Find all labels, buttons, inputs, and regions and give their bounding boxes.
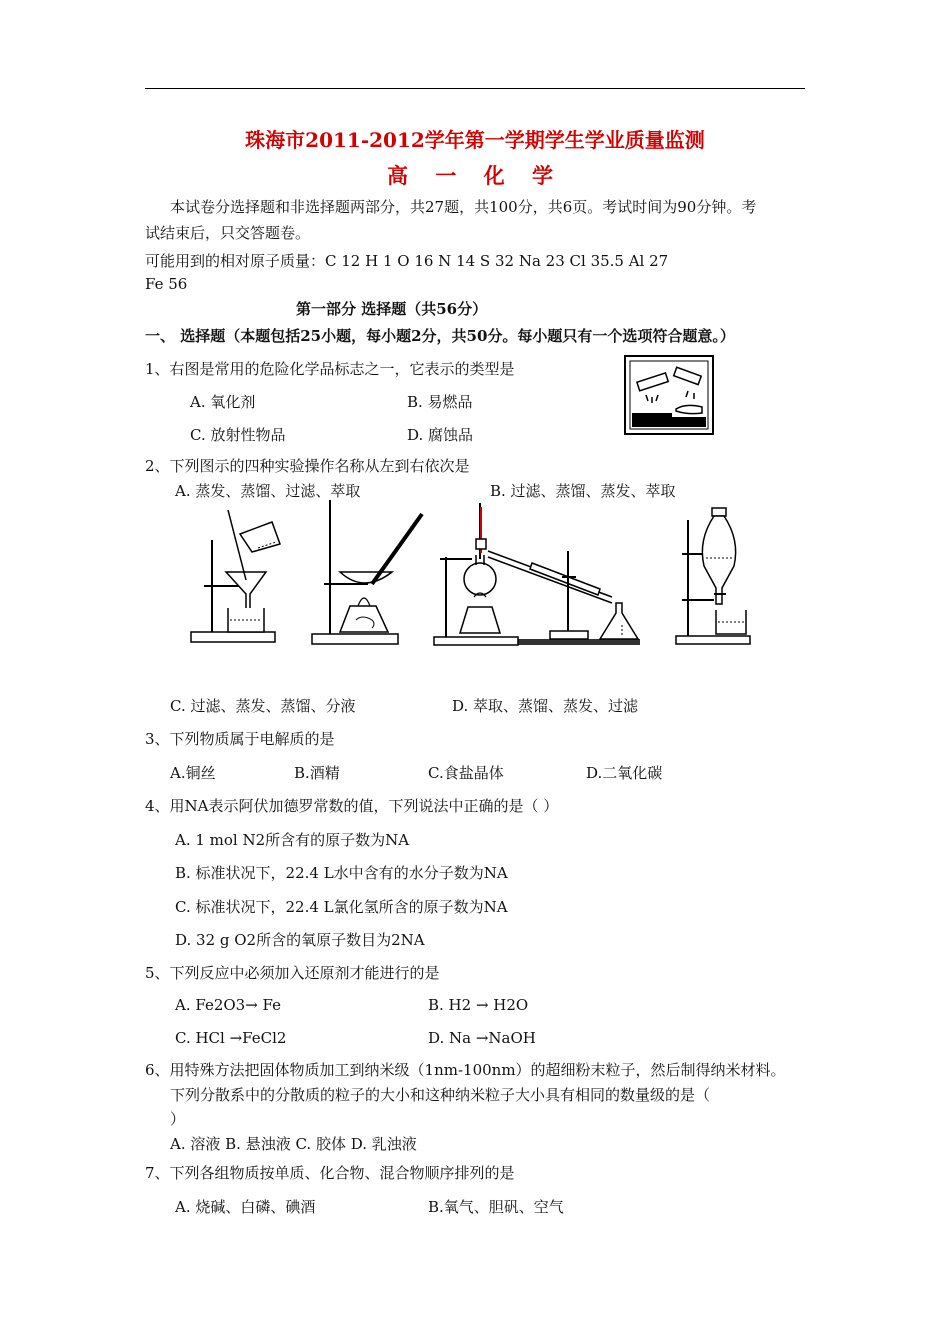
q1-option-d: D. 腐蚀品: [407, 426, 474, 444]
q3-option-d: D.二氧化碳: [586, 764, 663, 782]
q4-option-c: C. 标准状况下，22.4 L氯化氢所含的原子数为NA: [175, 898, 508, 916]
q5-option-c: C. HCl →FeCl2: [175, 1029, 287, 1047]
q1-option-c: C. 放射性物品: [190, 426, 286, 444]
q3-stem: 3、下列物质属于电解质的是: [145, 730, 335, 748]
q4-option-d: D. 32 g O2所含的氧原子数目为2NA: [175, 931, 425, 949]
q2-stem: 2、下列图示的四种实验操作名称从左到右依次是: [145, 457, 470, 475]
q6-stem-line-2: 下列分散系中的分散质的粒子的大小和这种纳米粒子大小具有相同的数量级的是（: [170, 1086, 711, 1104]
q7-option-b: B.氧气、胆矾、空气: [428, 1198, 564, 1216]
header-rule: [145, 88, 805, 89]
q5-option-a: A. Fe2O3→ Fe: [175, 996, 282, 1014]
intro-line-2: 试结束后，只交答题卷。: [145, 224, 311, 242]
intro-line-1: 本试卷分选择题和非选择题两部分，共27题，共100分，共6页。考试时间为90分钟。考: [170, 198, 757, 216]
q3-option-c: C.食盐晶体: [428, 764, 504, 782]
atomic-mass-line-1: 可能用到的相对原子质量：C 12 H 1 O 16 N 14 S 32 Na 23 Cl 35.5 Al 27: [145, 252, 669, 270]
q5-option-b: B. H2 → H2O: [428, 996, 529, 1014]
q5-stem: 5、下列反应中必须加入还原剂才能进行的是: [145, 964, 440, 982]
q6-options: A. 溶液 B. 悬浊液 C. 胶体 D. 乳浊液: [170, 1135, 417, 1153]
atomic-mass-line-2: Fe 56: [145, 275, 188, 293]
corrosive-hazard-icon: [624, 355, 714, 435]
q3-option-a: A.铜丝: [170, 764, 216, 782]
exam-subject: 高 一 化 学: [387, 163, 563, 188]
q1-stem: 1、右图是常用的危险化学品标志之一，它表示的类型是: [145, 360, 515, 378]
q7-stem: 7、下列各组物质按单质、化合物、混合物顺序排列的是: [145, 1164, 515, 1182]
evaporation-apparatus-figure: [310, 494, 430, 650]
q3-option-b: B.酒精: [294, 764, 340, 782]
section-heading: 一、 选择题（本题包括25小题，每小题2分，共50分。每小题只有一个选项符合题意。）: [145, 327, 735, 345]
separatory-funnel-figure: [674, 506, 762, 648]
q1-option-a: A. 氧化剂: [190, 393, 256, 411]
q2-option-a: A. 蒸发、蒸馏、过滤、萃取: [175, 482, 361, 500]
q5-option-d: D. Na →NaOH: [428, 1029, 536, 1047]
q4-stem: 4、用NA表示阿伏加德罗常数的值，下列说法中正确的是（ ）: [145, 797, 559, 815]
q2-option-c: C. 过滤、蒸发、蒸馏、分液: [170, 697, 356, 715]
q4-option-a: A. 1 mol N2所含有的原子数为NA: [175, 831, 410, 849]
q6-stem-line-3: ）: [170, 1110, 186, 1128]
filtration-apparatus-figure: [188, 508, 288, 650]
q2-option-b: B. 过滤、蒸馏、蒸发、萃取: [490, 482, 676, 500]
q4-option-b: B. 标准状况下，22.4 L水中含有的水分子数为NA: [175, 864, 508, 882]
q1-option-b: B. 易燃品: [407, 393, 473, 411]
exam-title: 珠海市2011-2012学年第一学期学生学业质量监测: [245, 128, 705, 152]
q7-option-a: A. 烧碱、白磷、碘酒: [175, 1198, 316, 1216]
distillation-apparatus-figure: [432, 497, 642, 653]
part1-heading: 第一部分 选择题（共56分）: [296, 300, 488, 318]
q2-option-d: D. 萃取、蒸馏、蒸发、过滤: [452, 697, 639, 715]
q6-stem-line-1: 6、用特殊方法把固体物质加工到纳米级（1nm-100nm）的超细粉末粒子，然后制得纳米材料。: [145, 1061, 786, 1079]
